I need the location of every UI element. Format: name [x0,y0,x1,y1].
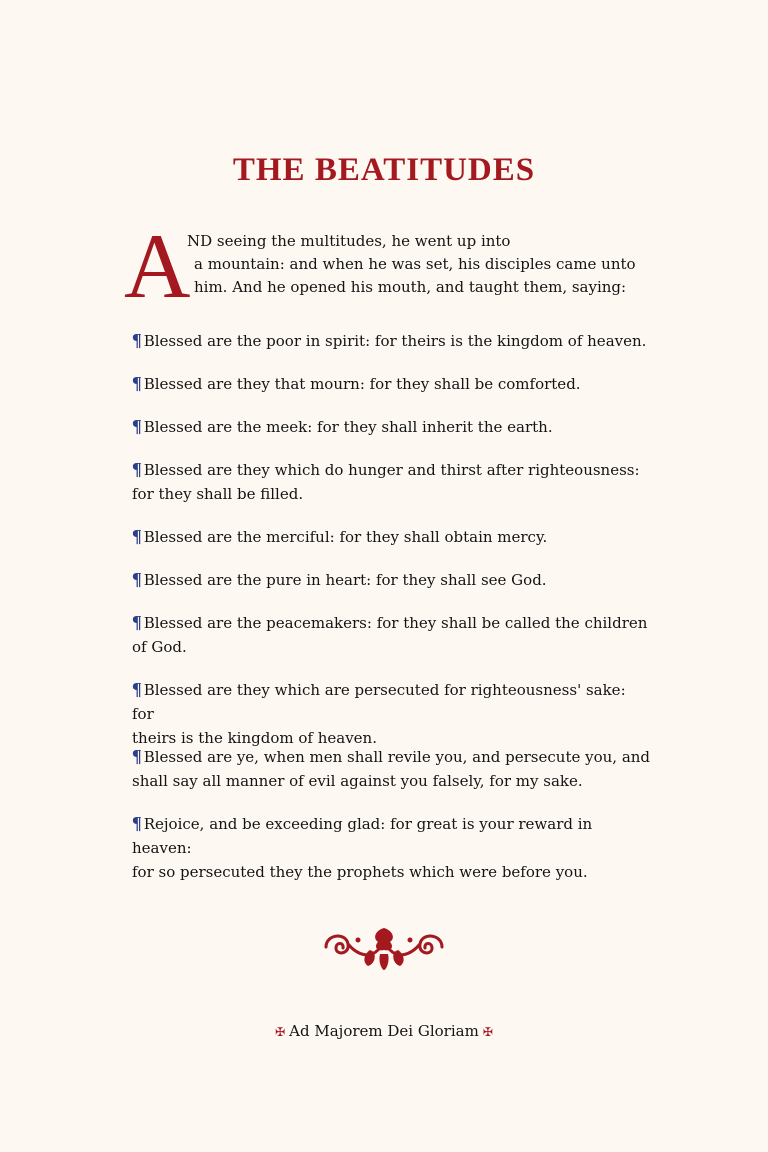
verse-item [132,811,652,884]
verse-text: Blessed are the pure in heart: for they shall see God. [143,571,547,589]
verse-text: Blessed are the meek: for they shall inherit the earth. [143,418,553,436]
page-title: THE BEATITUDES [232,152,536,188]
verse-item [132,567,652,592]
verse-text: Blessed are they that mourn: for they shall be comforted. [143,375,581,393]
verse-text-continued: for so persecuted they the prophets which were before you. [132,863,588,881]
verse-text: Blessed are the poor in spirit: for theirs is the kingdom of heaven. [143,332,647,350]
pilcrow-icon: ¶ [132,459,142,479]
floral-flourish-icon [318,920,450,974]
verse-text: Blessed are they which are persecuted for righteousness' sake: for [132,681,626,723]
verse-item [132,457,652,506]
verse-item [132,610,652,659]
verse-text: Blessed are ye, when men shall revile you, and persecute you, and [143,748,651,766]
verse-item [132,414,652,439]
intro-line: him. And he opened his mouth, and taught them, saying: [194,278,627,296]
verse-text-continued: for they shall be filled. [132,485,304,503]
verse-text: Rejoice, and be exceeding glad: for great is your reward in heaven: [132,815,593,857]
colophon [0,1020,768,1043]
pilcrow-icon: ¶ [132,679,142,699]
pilcrow-icon: ¶ [132,813,142,833]
verse-item [132,677,652,750]
verse-text-continued: theirs is the kingdom of heaven. [132,729,377,747]
verse-item [132,524,652,549]
pilcrow-icon: ¶ [132,416,142,436]
pilcrow-icon: ¶ [132,746,142,766]
intro-line: a mountain: and when he was set, his disciples came unto [194,255,636,273]
verse-text-continued: shall say all manner of evil against you falsely, for my sake. [132,772,583,790]
verse-text: Blessed are the merciful: for they shall obtain mercy. [143,528,548,546]
verse-text: Blessed are the peacemakers: for they shall be called the children [143,614,648,632]
verse-text: Blessed are they which do hunger and thirst after righteousness: [143,461,640,479]
verse-item [132,328,652,353]
verse-text-continued: of God. [132,638,187,656]
verse-item [132,371,652,396]
pilcrow-icon: ¶ [132,373,142,393]
colophon-text: Ad Majorem Dei Gloriam [289,1022,479,1040]
pilcrow-icon: ¶ [132,569,142,589]
intro-line: ND seeing the multitudes, he went up into [187,232,511,250]
intro-paragraph [120,215,650,317]
pilcrow-icon: ¶ [132,526,142,546]
verse-item [132,744,652,793]
maltese-cross-icon: ✠ [275,1025,286,1039]
pilcrow-icon: ¶ [132,612,142,632]
pilcrow-icon: ¶ [132,330,142,350]
drop-cap: A [124,215,191,317]
maltese-cross-icon: ✠ [482,1025,493,1039]
